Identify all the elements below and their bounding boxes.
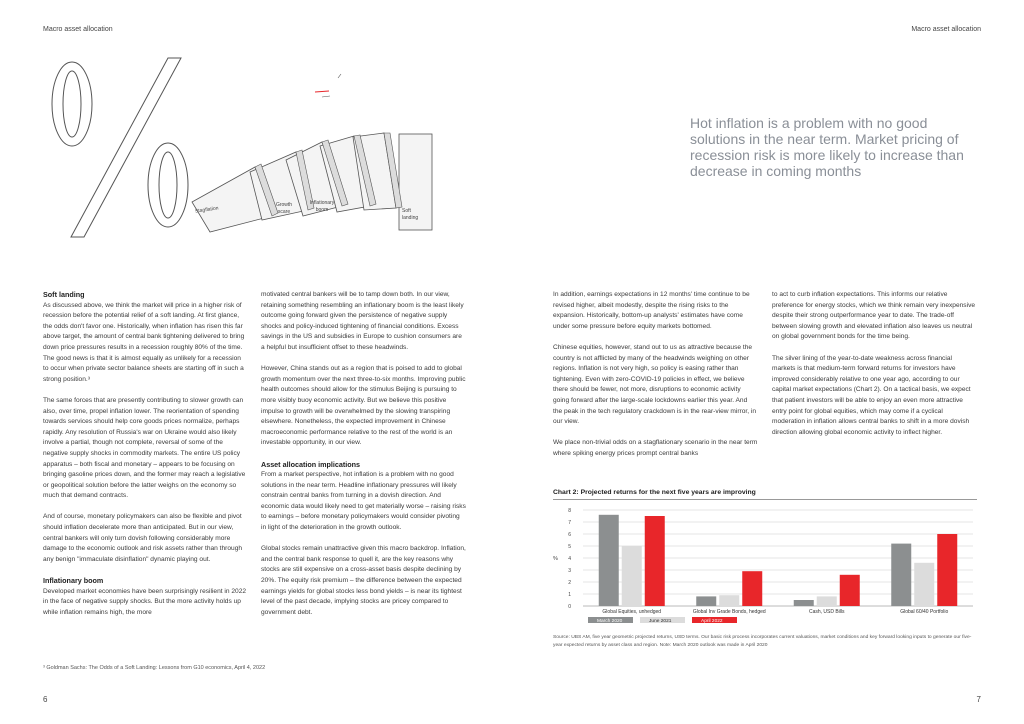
page-number-left: 6 [43,695,48,704]
category-label: Global Inv Grade Bonds, hedged [692,609,766,615]
bar-march-2020 [794,600,814,606]
projected-returns-chart [545,502,977,630]
page-number-right: 7 [976,695,981,704]
domino-label-1: Stagflation [194,205,219,215]
y-tick-label: 7 [568,520,571,526]
domino-label-4: Soft landing [402,208,419,221]
legend-label: April 2022 [701,619,723,624]
bar-march-2020 [891,544,911,606]
y-tick-label: 4 [568,556,571,562]
category-label: Cash, USD Bills [808,609,845,615]
y-tick-label: 3 [568,568,571,574]
y-tick-label: 6 [568,532,571,538]
bar-june-2021 [622,546,642,606]
category-label: Global 60/40 Portfolio [900,609,949,615]
paragraph: We place non-trivial odds on a stagflationary scenario in the near term where spiking energy prices prompt central banks [553,439,758,457]
y-tick-label: 1 [568,592,571,598]
left-column-1 [43,290,248,629]
running-header-left: Macro asset allocation [43,26,113,33]
heading-soft-landing: Soft landing [43,290,85,299]
paragraph: From a market perspective, hot inflation is a problem with no good solutions in the near term. Headline inflationary pressures will likely constrain central banks from turning in a dovish direction. And economic data would likely need to get materially worse – raising risks to earnings – before monetary policymakers would consider pivoting in light of the deterioration in the growth outlook. [261,471,466,532]
bar-april-2022 [840,575,860,606]
paragraph: Developed market economies have been surprisingly resilient in 2022 in the face of negative supply shocks. But the more activity holds up while inflation remains high, the more [43,587,247,616]
y-axis-label: % [553,556,558,562]
category-label: Global Equities, unhedged [602,609,662,615]
percent-symbol [52,58,188,237]
running-header-right: Macro asset allocation [911,26,981,33]
domino-illustration [40,40,460,245]
chart-source: Source: UBS AM, five year geometric projected returns, USD terms. Our basic risk process incorporates current valuations, market conditions and key forward looking inputs to generate our five-year expected returns by asset class and region. Note: March 2020 outlook was made in April 2020 [553,635,972,648]
bar-april-2022 [742,571,762,606]
paragraph: As discussed above, we think the market will price in a higher risk of recession before the potential relief of a soft landing. At first glance, the odds don't favor one. Historically, when inflation has risen this far above target, the amount of central bank tightening delivered to bring down price pressures results in a recession roughly 80% of the time. The good news is that it is almost equally as unlikely for a recession to occur when private sector balance sheets are starting off in such a strong position.³ [43,301,245,383]
y-tick-label: 2 [568,580,571,586]
legend-label: June 2021 [649,619,672,624]
heading-asset-allocation: Asset allocation implications [261,459,361,469]
paragraph: to act to curb inflation expectations. This informs our relative preference for energy stocks, which we think remain very inexpensive despite their strong outperformance year to date. The trade-off between slowing growth and elevated inflation also leaves us neutral on global government bonds for the time being. [772,291,976,341]
paragraph: In addition, earnings expectations in 12 months' time continue to be revised higher, albeit modestly, despite the rising risks to the expansion. Historically, bottom-up analysts' estimates have come under some pressure before equity markets bottomed. [553,291,750,330]
paragraph: The same forces that are presently contributing to slower growth can also, over time, propel inflation lower. The reorientation of spending towards services should help core goods prices normalize, perhaps rapidly. Any resolution of Russia's war on Ukraine would also likely involve a partial, though not complete, reversal of some of the negative supply shocks in commodity markets. The entire US policy apparatus – both fiscal and monetary – appears to be focusing on bringing gasoline prices down, and the former may reach a legislative or geopolitical solution before the latter weighs on the economy so much that demand contracts. [43,396,246,500]
paragraph: motivated central bankers will be to tamp down both. In our view, retaining something resembling an inflationary boom is the least likely outcome going forward given the persistence of negative supply shocks and policy-induced tightening of financial conditions. Excess savings in the US and subsidies in Europe to cushion consumers are a helpful but insufficient offset to these headwinds. [261,291,464,351]
chart-title: Chart 2: Projected returns for the next five years are improving [553,489,756,496]
bar-june-2021 [817,596,837,606]
y-tick-label: 8 [568,508,571,514]
pull-quote: Hot inflation is a problem with no good solutions in the near term. Market pricing of recession risk is more likely to increase than decrease in coming months [690,115,964,179]
paragraph: However, China stands out as a region that is poised to add to global growth momentum over the next three-to-six months. Improving public health outcomes should allow for the stimulus Beijing is pursuing to more visibly buoy economic activity. But we believe this positive impulse to growth will be overwhelmed by the slowing transpiring elsewhere. Nonetheless, the expected improvement in Chinese macroeconomic performance relative to the rest of the world is an investable opportunity, in our view. [261,365,466,447]
bar-june-2021 [914,563,934,606]
paragraph: And of course, monetary policymakers can also be flexible and pivot should inflation decelerate more than anticipated. But in our view, central bankers will only turn dovish following considerably more damage to the economic outlook and risk assets rather than through any benign "immaculate disinflation" dynamic playing out. [43,513,243,563]
bar-june-2021 [719,595,739,606]
bar-march-2020 [696,596,716,606]
y-tick-label: 0 [568,604,571,610]
left-column-2 [261,290,466,629]
paragraph: The silver lining of the year-to-date weakness across financial markets is that medium-term forward returns for investors have improved considerably relative to one year ago, according to our capital market expectations (Chart 2). On a tactical basis, we expect that patient investors will be able to enjoy an even more attractive entry point for global equities, which may come if a cyclical moderation in inflation allows central banks to shift in a more dovish direction allowing global economic activity to inflect higher. [772,354,971,436]
heading-inflationary-boom: Inflationary boom [43,576,104,586]
right-column-2 [772,290,977,449]
y-tick-label: 5 [568,544,571,550]
chart-divider [553,499,977,500]
paragraph: Chinese equities, however, stand out to us as attractive because the country is not afflicted by many of the headwinds weighing on other regions. Inflation is not very high, so policy is easing rather than tightening. Even with zero-COVID-19 policies in effect, we believe there should be fewer, not more, disruptions to economic activity going forward after the large-scale lockdowns earlier this year. And the peak in the tech regulatory crackdown is in the rear-view mirror, in our view. [553,343,757,426]
bar-april-2022 [645,516,665,606]
bar-march-2020 [599,515,619,606]
right-column-1 [553,290,758,470]
domino-label-2: Growth scare [275,202,293,215]
legend-label: March 2020 [597,619,623,624]
footnote: ³ Goldman Sachs: The Odds of a Soft Landing: Lessons from G10 economics, April 4, 2022 [43,665,266,671]
domino-label-3: Inflationary boom [309,200,335,213]
bar-april-2022 [937,534,957,606]
paragraph: Global stocks remain unattractive given this macro backdrop. Inflation, and the central bank response to quell it, are the key reasons why stocks are still expensive on a cross-asset basis despite declining by 20%. The equity risk premium – the difference between the expected earnings yields for global stocks less bond yields – is near its tightest level of the past decade, implying stocks are pricey compared to government debt. [261,545,466,616]
